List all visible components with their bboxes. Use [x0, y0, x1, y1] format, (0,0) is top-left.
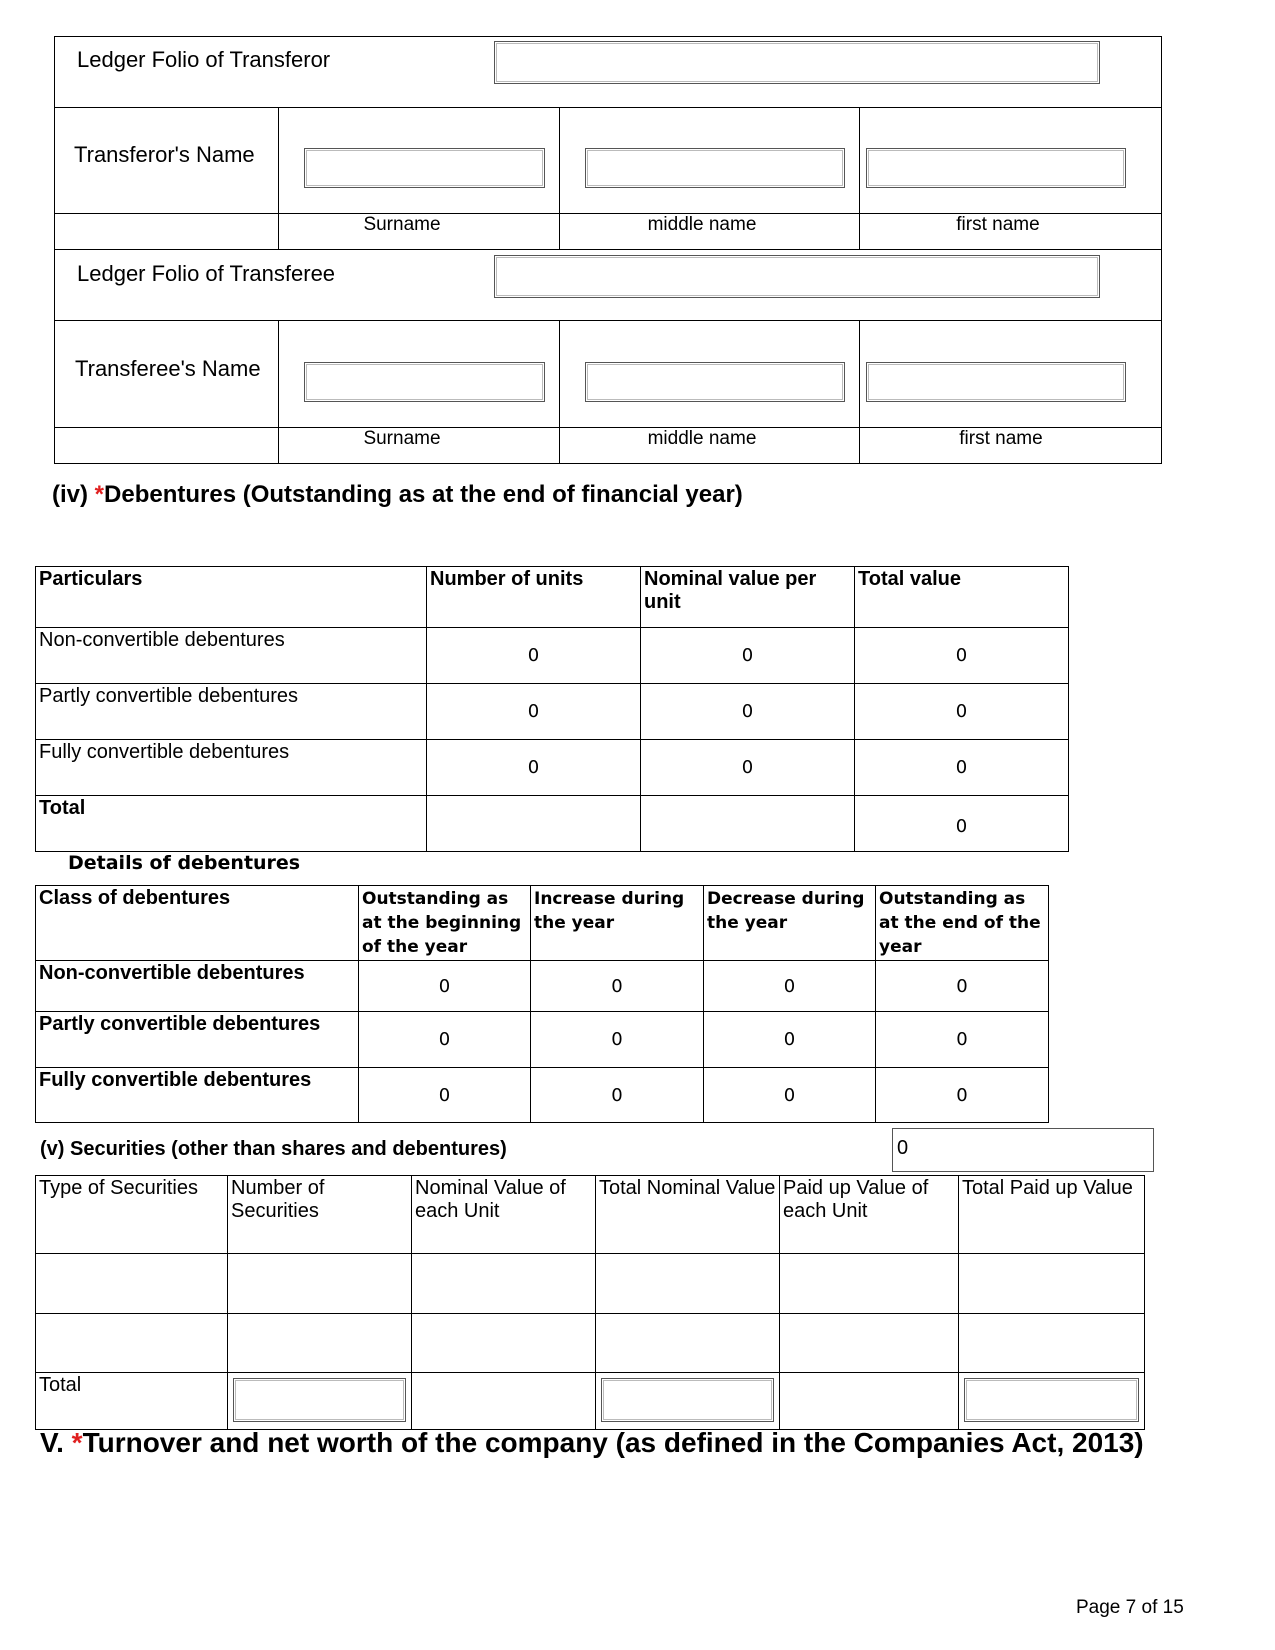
- col-header-type: Type of Securities: [36, 1176, 228, 1254]
- decrease-value[interactable]: 0: [704, 1068, 876, 1123]
- table-row: [36, 1068, 1049, 1123]
- beginning-value[interactable]: 0: [359, 1012, 531, 1068]
- debenture-details-table: [35, 885, 1049, 1123]
- section-text: Turnover and net worth of the company (as defined in the Companies Act, 2013): [82, 1427, 1144, 1458]
- number-cell[interactable]: [228, 1254, 412, 1314]
- first-name-caption: first name: [959, 428, 1043, 449]
- transferee-surname-input[interactable]: [304, 362, 545, 402]
- securities-count-value: 0: [897, 1137, 909, 1159]
- row-label: Partly convertible debentures: [36, 684, 427, 740]
- table-row: [36, 1012, 1049, 1068]
- nominal-value[interactable]: 0: [641, 684, 855, 740]
- row-label: Fully convertible debentures: [36, 740, 427, 796]
- transferee-middle-name-input[interactable]: [585, 362, 845, 402]
- total-number-cell: [228, 1373, 412, 1430]
- empty-cell: [427, 796, 641, 852]
- details-title: Details of debentures: [68, 852, 301, 874]
- section-prefix: V.: [40, 1427, 72, 1458]
- heading-text: Debentures (Outstanding as at the end of financial year): [104, 481, 743, 508]
- empty-cell: [412, 1373, 596, 1430]
- transferor-middle-name-input[interactable]: [585, 148, 845, 188]
- col-header-decrease: Decrease during the year: [704, 886, 876, 961]
- nominal-each-cell[interactable]: [412, 1314, 596, 1373]
- col-header-total-nominal: Total Nominal Value: [596, 1176, 780, 1254]
- debentures-heading: [52, 481, 743, 509]
- transferor-surname-input[interactable]: [304, 148, 545, 188]
- type-cell[interactable]: [36, 1254, 228, 1314]
- col-header-particulars: Particulars: [36, 567, 427, 628]
- folio-transferee-input[interactable]: [494, 255, 1100, 298]
- decrease-value[interactable]: 0: [704, 961, 876, 1012]
- folio-transferee-label: Ledger Folio of Transferee: [77, 261, 336, 286]
- page-number: Page 7 of 15: [1076, 1597, 1184, 1618]
- table-row: [36, 1314, 1145, 1373]
- end-value[interactable]: 0: [876, 1012, 1049, 1068]
- row-label: Non-convertible debentures: [36, 961, 359, 1012]
- beginning-value[interactable]: 0: [359, 961, 531, 1012]
- total-value[interactable]: 0: [855, 740, 1069, 796]
- col-header-nominal-each: Nominal Value of each Unit: [412, 1176, 596, 1254]
- table-row: [36, 1254, 1145, 1314]
- transferee-name-label: Transferee's Name: [75, 356, 261, 381]
- folio-transferor-input[interactable]: [494, 41, 1100, 84]
- middle-name-caption: middle name: [647, 428, 757, 449]
- securities-count-input[interactable]: [892, 1128, 1154, 1172]
- divider: [54, 107, 1162, 108]
- paid-each-cell[interactable]: [780, 1314, 959, 1373]
- debentures-table: [35, 566, 1069, 852]
- grand-total-value[interactable]: 0: [855, 796, 1069, 852]
- decrease-value[interactable]: 0: [704, 1012, 876, 1068]
- total-label: Total: [36, 1373, 228, 1430]
- required-star: *: [94, 481, 105, 508]
- required-star: *: [71, 1427, 83, 1458]
- transferor-name-label: Transferor's Name: [74, 142, 255, 167]
- increase-value[interactable]: 0: [531, 961, 704, 1012]
- end-value[interactable]: 0: [876, 961, 1049, 1012]
- total-value[interactable]: 0: [855, 684, 1069, 740]
- type-cell[interactable]: [36, 1314, 228, 1373]
- total-paid-cell[interactable]: [959, 1314, 1145, 1373]
- end-value[interactable]: 0: [876, 1068, 1049, 1123]
- col-header-units: Number of units: [427, 567, 641, 628]
- empty-cell: [641, 796, 855, 852]
- total-value[interactable]: 0: [855, 628, 1069, 684]
- number-cell[interactable]: [228, 1314, 412, 1373]
- surname-caption: Surname: [363, 214, 441, 235]
- row-label: Fully convertible debentures: [36, 1068, 359, 1123]
- units-value[interactable]: 0: [427, 740, 641, 796]
- transferee-first-name-input[interactable]: [866, 362, 1126, 402]
- row-label: Partly convertible debentures: [36, 1012, 359, 1068]
- row-label: Non-convertible debentures: [36, 628, 427, 684]
- col-header-end: Outstanding as at the end of the year: [876, 886, 1049, 961]
- nominal-value[interactable]: 0: [641, 628, 855, 684]
- increase-value[interactable]: 0: [531, 1068, 704, 1123]
- heading-prefix: (iv): [52, 481, 95, 508]
- transferor-first-name-input[interactable]: [866, 148, 1126, 188]
- total-paid-input[interactable]: [964, 1378, 1139, 1422]
- increase-value[interactable]: 0: [531, 1012, 704, 1068]
- col-header-class: Class of debentures: [36, 886, 359, 961]
- total-number-input[interactable]: [233, 1378, 406, 1422]
- beginning-value[interactable]: 0: [359, 1068, 531, 1123]
- table-row: [36, 684, 1069, 740]
- divider: [54, 249, 1162, 250]
- paid-each-cell[interactable]: [780, 1254, 959, 1314]
- total-nominal-value-cell: [596, 1373, 780, 1430]
- units-value[interactable]: 0: [427, 628, 641, 684]
- nominal-each-cell[interactable]: [412, 1254, 596, 1314]
- nominal-value[interactable]: 0: [641, 740, 855, 796]
- total-paid-cell[interactable]: [959, 1254, 1145, 1314]
- securities-table: [35, 1175, 1145, 1430]
- total-nominal-cell[interactable]: [596, 1254, 780, 1314]
- table-row: [36, 961, 1049, 1012]
- total-label: Total: [36, 796, 427, 852]
- units-value[interactable]: 0: [427, 684, 641, 740]
- table-row-total: [36, 1373, 1145, 1430]
- col-header-total-paid: Total Paid up Value: [959, 1176, 1145, 1254]
- first-name-caption: first name: [956, 214, 1040, 235]
- divider: [54, 320, 1162, 321]
- col-header-total: Total value: [855, 567, 1069, 628]
- total-nominal-input[interactable]: [601, 1378, 774, 1422]
- col-header-increase: Increase during the year: [531, 886, 704, 961]
- col-header-paid-each: Paid up Value of each Unit: [780, 1176, 959, 1254]
- folio-transferor-label: Ledger Folio of Transferor: [77, 47, 331, 72]
- table-row-total: [36, 796, 1069, 852]
- col-header-beginning: Outstanding as at the beginning of the year: [359, 886, 531, 961]
- col-header-nominal: Nominal value per unit: [641, 567, 855, 628]
- total-nominal-cell[interactable]: [596, 1314, 780, 1373]
- section-v-heading: [40, 1427, 1144, 1459]
- total-paid-value-cell: [959, 1373, 1145, 1430]
- securities-heading: (v) Securities (other than shares and debentures): [40, 1138, 507, 1160]
- surname-caption: Surname: [363, 428, 441, 449]
- middle-name-caption: middle name: [647, 214, 757, 235]
- col-header-number: Number of Securities: [228, 1176, 412, 1254]
- empty-cell: [780, 1373, 959, 1430]
- table-row: [36, 628, 1069, 684]
- table-row: [36, 740, 1069, 796]
